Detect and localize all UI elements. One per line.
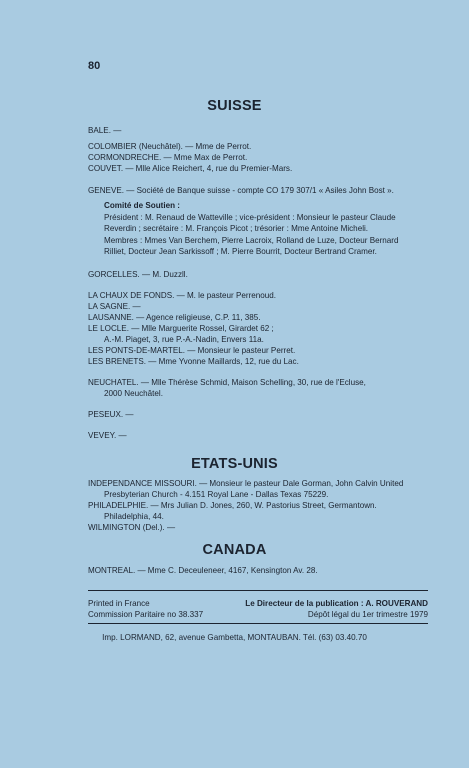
entry-independance-line2: Presbyterian Church - 4.151 Royal Lane - Dallas Texas 75229. [104, 490, 329, 499]
entry-lausanne: LAUSANNE. — Agence religieuse, C.P. 11, 385. [88, 313, 261, 322]
footer-top-rule [88, 590, 428, 591]
footer-printed: Printed in France [88, 599, 150, 608]
footer-commission: Commission Paritaire no 38.337 [88, 610, 204, 619]
entry-colombier: COLOMBIER (Neuchâtel). — Mme de Perrot. [88, 142, 252, 151]
footer-bottom-rule [88, 623, 428, 624]
entry-bale: BALE. — [88, 126, 122, 135]
entry-philadelphie-line2: Philadelphia, 44. [104, 512, 164, 521]
comite-membres-line1: Membres : Mmes Van Berchem, Pierre Lacroix, Rolland de Luze, Docteur Bernard [104, 236, 399, 245]
section-title-suisse: SUISSE [207, 98, 262, 114]
footer-imprimeur: Imp. LORMAND, 62, avenue Gambetta, MONTAUBAN. Tél. (63) 03.40.70 [102, 633, 367, 642]
comite-title: Comité de Soutien : [104, 201, 180, 210]
entry-peseux: PESEUX. — [88, 410, 134, 419]
comite-president-line2: Reverdin ; secrétaire : M. François Picot ; trésorier : Mme Antoine Micheli. [104, 224, 369, 233]
entry-neuchatel: NEUCHATEL. — Mlle Thérèse Schmid, Maison Schelling, 30, rue de l'Ecluse, [88, 378, 366, 387]
entry-geneve: GENEVE. — Société de Banque suisse - compte CO 179 307/1 « Asiles John Bost ». [88, 186, 394, 195]
section-title-canada: CANADA [202, 542, 267, 558]
entry-la-sagne: LA SAGNE. — [88, 302, 141, 311]
entry-vevey: VEVEY. — [88, 431, 127, 440]
entry-gorcelles: GORCELLES. — M. Duzzll. [88, 270, 188, 279]
entry-les-brenets: LES BRENETS. — Mme Yvonne Maillards, 12, rue du Lac. [88, 357, 299, 366]
entry-independance: INDEPENDANCE MISSOURI. — Monsieur le pasteur Dale Gorman, John Calvin United [88, 479, 404, 488]
comite-membres-line2: Rilliet, Docteur Jean Sarkissoff ; M. Pierre Bourrit, Docteur Bertrand Cramer. [104, 247, 377, 256]
footer-directeur: Le Directeur de la publication : A. ROUVERAND [245, 599, 428, 608]
footer-depot-legal: Dépôt légal du 1er trimestre 1979 [307, 610, 428, 619]
entry-philadelphie: PHILADELPHIE. — Mrs Julian D. Jones, 260, W. Pastorius Street, Germantown. [88, 501, 377, 510]
entry-le-locle: LE LOCLE. — Mlle Marguerite Rossel, Girardet 62 ; [88, 324, 274, 333]
page-number: 80 [88, 60, 101, 72]
entry-le-locle-line2: A.-M. Piaget, 3, rue P.-A.-Nadin, Envers 11a. [104, 335, 264, 344]
entry-couvet: COUVET. — Mlle Alice Reichert, 4, rue du Premier-Mars. [88, 164, 293, 173]
entry-chaux-de-fonds: LA CHAUX DE FONDS. — M. le pasteur Perrenoud. [88, 291, 277, 300]
entry-neuchatel-line2: 2000 Neuchâtel. [104, 389, 163, 398]
section-title-etats-unis: ETATS-UNIS [191, 456, 278, 472]
comite-president-line1: Président : M. Renaud de Watteville ; vice-président : Monsieur le pasteur Claude [104, 213, 396, 222]
entry-ponts-de-martel: LES PONTS-DE-MARTEL. — Monsieur le pasteur Perret. [88, 346, 296, 355]
entry-wilmington: WILMINGTON (Del.). — [88, 523, 176, 532]
entry-cormondreche: CORMONDRECHE. — Mme Max de Perrot. [88, 153, 248, 162]
entry-montreal: MONTREAL. — Mme C. Deceuleneer, 4167, Kensington Av. 28. [88, 566, 318, 575]
